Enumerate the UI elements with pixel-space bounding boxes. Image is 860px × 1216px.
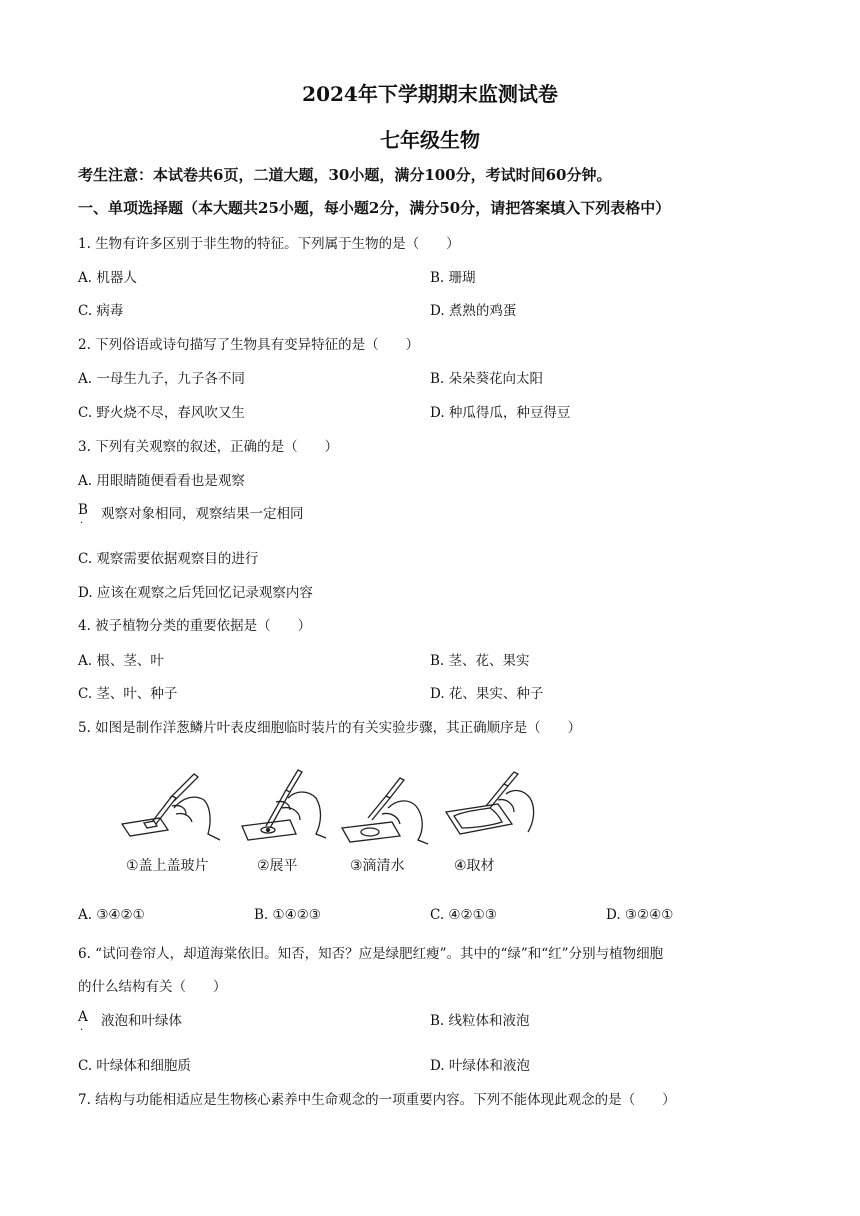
q5-option-c[interactable]: C. ④②①③ — [430, 907, 497, 923]
section-heading: 一、单项选择题（本大题共25小题，每小题2分，满分50分，请把答案填入下列表格中） — [78, 199, 671, 217]
exam-subtitle: 七年级生物 — [380, 128, 480, 152]
q5-option-a[interactable]: A. ③④②① — [78, 907, 145, 923]
question-2-stem: 2. 下列俗语或诗句描写了生物具有变异特征的是（ ） — [78, 337, 420, 353]
q4-option-b[interactable]: B. 茎、花、果实 — [430, 653, 530, 669]
spreading-illustration — [242, 770, 326, 840]
q1-option-c[interactable]: C. 病毒 — [78, 303, 124, 319]
dot-mark: · — [80, 1025, 84, 1036]
question-5-stem: 5. 如图是制作洋葱鳞片叶表皮细胞临时装片的有关实验步骤，其正确顺序是（ ） — [78, 720, 582, 736]
exam-notice: 考生注意：本试卷共6页，二道大题，30小题，满分100分，考试时间60分钟。 — [78, 166, 612, 184]
q3-option-b-letter[interactable]: B — [78, 502, 88, 518]
q3-option-c[interactable]: C. 观察需要依据观察目的进行 — [78, 551, 259, 567]
q1-option-d[interactable]: D. 煮熟的鸡蛋 — [430, 303, 517, 319]
q6-option-a-letter[interactable]: A — [78, 1009, 88, 1025]
question-6-stem-line1: 6. “试问卷帘人，却道海棠依旧。知否，知否？应是绿肥红瘦”。其中的“绿”和“红”分别与植物细胞 — [78, 946, 664, 962]
q4-option-d[interactable]: D. 花、果实、种子 — [430, 686, 544, 702]
dot-mark: · — [80, 518, 84, 529]
question-4-stem: 4. 被子植物分类的重要依据是（ ） — [78, 618, 312, 634]
q5-option-d[interactable]: D. ③②④① — [606, 907, 674, 923]
q4-option-c[interactable]: C. 茎、叶、种子 — [78, 686, 178, 702]
question-7-stem: 7. 结构与功能相适应是生物核心素养中生命观念的一项重要内容。下列不能体现此观念的是（ ） — [78, 1092, 676, 1108]
q2-option-d[interactable]: D. 种瓜得瓜，种豆得豆 — [430, 405, 571, 421]
tissue-sample-illustration — [446, 772, 534, 834]
q6-option-c[interactable]: C. 叶绿体和细胞质 — [78, 1058, 191, 1074]
q3-option-d[interactable]: D. 应该在观察之后凭回忆记录观察内容 — [78, 585, 313, 601]
q3-option-a[interactable]: A. 用眼睛随便看看也是观察 — [78, 473, 245, 489]
q4-option-a[interactable]: A. 根、茎、叶 — [78, 653, 164, 669]
q6-option-a[interactable]: 液泡和叶绿体 — [101, 1013, 182, 1029]
question-1-stem: 1. 生物有许多区别于非生物的特征。下列属于生物的是（ ） — [78, 236, 460, 252]
coverslip-illustration — [122, 774, 220, 840]
q3-option-b[interactable]: 观察对象相同，观察结果一定相同 — [101, 506, 304, 522]
figure-label-2: ②展平 — [257, 858, 298, 874]
figure-label-1: ①盖上盖玻片 — [126, 858, 209, 874]
exam-title: 2024年下学期期末监测试卷 — [302, 82, 558, 106]
q6-option-d[interactable]: D. 叶绿体和液泡 — [430, 1058, 530, 1074]
figure-label-3: ③滴清水 — [350, 858, 405, 874]
lab-steps-figure — [110, 768, 540, 850]
figure-label-4: ④取材 — [454, 858, 495, 874]
q2-option-b[interactable]: B. 朵朵葵花向太阳 — [430, 371, 544, 387]
question-6-stem-line2: 的什么结构有关（ ） — [78, 979, 227, 995]
q2-option-a[interactable]: A. 一母生九子，九子各不同 — [78, 371, 245, 387]
q1-option-b[interactable]: B. 珊瑚 — [430, 270, 476, 286]
q6-option-b[interactable]: B. 线粒体和液泡 — [430, 1013, 530, 1029]
q2-option-c[interactable]: C. 野火烧不尽，春风吹又生 — [78, 405, 245, 421]
q5-option-b[interactable]: B. ①④②③ — [254, 907, 321, 923]
water-drop-illustration — [342, 778, 428, 844]
question-3-stem: 3. 下列有关观察的叙述，正确的是（ ） — [78, 439, 339, 455]
q1-option-a[interactable]: A. 机器人 — [78, 270, 137, 286]
